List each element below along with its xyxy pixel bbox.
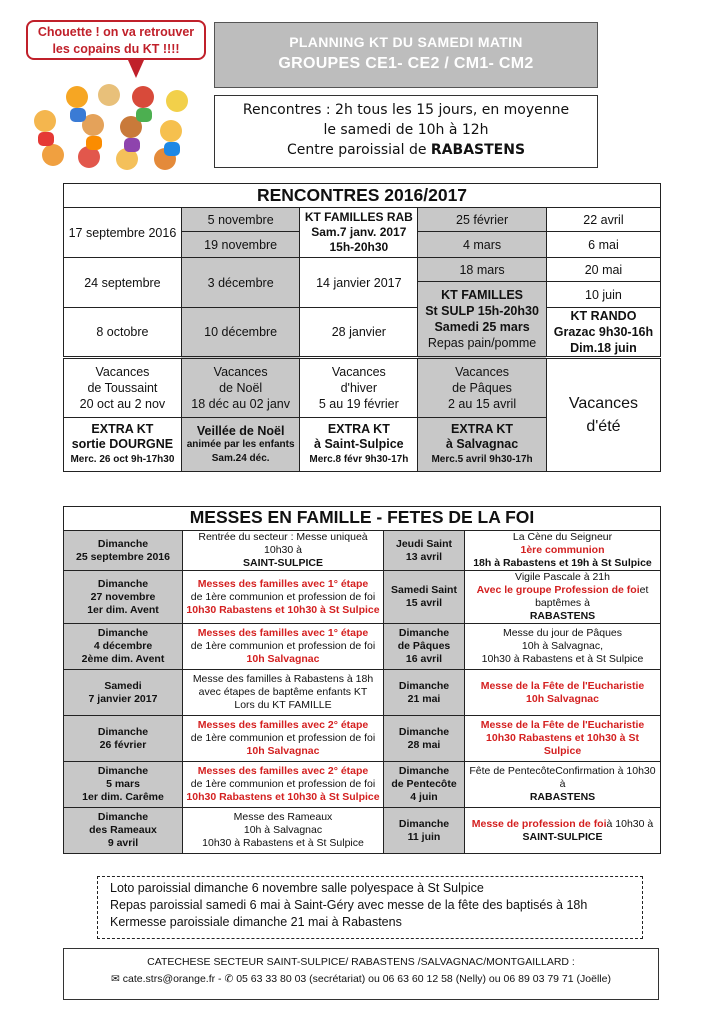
meeting-place-prefix: Centre paroissial de [286, 142, 431, 158]
messe-text-line [185, 837, 381, 850]
messe-text: de 1ère communion et profession de foi [190, 732, 376, 744]
date-cell: 3 décembre [181, 258, 300, 308]
child-head-icon [166, 90, 188, 112]
extra-l3: Sam.24 déc. [211, 452, 270, 464]
messe-text: 10h30 à Rabastens et à St Sulpice [481, 653, 644, 665]
bubble-line-2: les copains du KT !!!! [52, 42, 180, 56]
messe-text-line [467, 627, 658, 640]
child-head-icon [42, 144, 64, 166]
phone-icon: ✆ [224, 973, 234, 985]
bubble-line-1: Chouette ! on va retrouver [37, 25, 195, 39]
date-cell: 25 février [418, 208, 547, 232]
messe-text: Messe de profession de foi [471, 817, 607, 830]
kt-familles-stsulp-cell [418, 282, 547, 358]
messe-row [64, 624, 661, 670]
messe-text: RABASTENS [529, 791, 596, 803]
messe-date-cell: Samedi Saint 15 avril [384, 571, 465, 624]
page-header [214, 22, 598, 88]
extra-l2: animée par les enfants [186, 438, 295, 450]
messe-text: SAINT-SULPICE [522, 830, 603, 843]
date-cell: 4 mars [418, 232, 547, 258]
messe-text-line [185, 653, 381, 666]
messe-text-line [185, 686, 381, 699]
date-cell: 6 mai [546, 232, 660, 258]
messe-text-line [185, 791, 381, 804]
messe-text-line [185, 732, 381, 745]
announcement-repas: Repas paroissial samedi 6 mai à Saint-Géry avec messe de la fête des baptisés à 18h [110, 898, 588, 912]
messe-row [64, 531, 661, 571]
kt-familles-l2: St SULP 15h-20h30 [425, 304, 539, 318]
announcements [97, 876, 643, 939]
kt-familles-l1: KT FAMILLES [441, 288, 524, 302]
extra-l2: à Saint-Sulpice [314, 437, 404, 451]
veillee-noel-cell [181, 418, 300, 472]
announcement-loto: Loto paroissial dimanche 6 novembre salle polyespace à St Sulpice [110, 881, 484, 895]
vacances-noel-cell [181, 358, 300, 418]
kt-familles-l4: Repas pain/pomme [427, 336, 537, 350]
kt-familles-l3: Samedi 25 mars [434, 320, 530, 334]
messe-text-line [185, 719, 381, 732]
extra-l3: Merc.8 févr 9h30-17h [309, 454, 409, 465]
messe-text: Confirmation à 10h30 à [555, 765, 656, 790]
messe-text: 10h Salvagnac [246, 653, 320, 665]
child-head-icon [160, 120, 182, 142]
messe-row [64, 716, 661, 762]
messe-text-line [467, 571, 658, 584]
children-illustration [28, 84, 196, 176]
messe-row [64, 762, 661, 808]
extra-l3: Merc.5 avril 9h30-17h [431, 454, 533, 465]
messe-description-cell [465, 808, 661, 854]
messe-description-cell [465, 624, 661, 670]
messe-text-line [185, 591, 381, 604]
messe-text-line [185, 673, 381, 686]
extra-l2: sortie DOURGNE [71, 437, 174, 451]
messe-row [64, 670, 661, 716]
messe-date-cell: Dimanche 21 mai [384, 670, 465, 716]
date-cell: 5 novembre [181, 208, 300, 232]
date-cell: 28 janvier [300, 308, 418, 358]
child-body-icon [70, 108, 86, 122]
messes-title: MESSES EN FAMILLE - FETES DE LA FOI [189, 506, 535, 527]
messe-text-line [467, 653, 658, 666]
child-head-icon [34, 110, 56, 132]
meeting-info-line-3 [215, 140, 597, 160]
messe-row [64, 808, 661, 854]
messe-text: 10h30 Rabastens et 10h30 à St Sulpice [486, 732, 639, 757]
messe-description-cell [183, 716, 384, 762]
messe-date-cell: Dimanche 28 mai [384, 716, 465, 762]
date-cell: 10 décembre [181, 308, 300, 358]
messe-date-cell: Dimanche 27 novembre 1er dim. Avent [64, 571, 183, 624]
messe-description-cell [465, 531, 661, 571]
header-subtitle: GROUPES CE1- CE2 / CM1- CM2 [278, 55, 534, 72]
vacances-l1: Vacances [331, 365, 386, 379]
messe-text: de 1ère communion et profession de foi [190, 590, 376, 603]
messe-text: à 10h30 à [606, 817, 654, 830]
extra-l3: Merc. 26 oct 9h-17h30 [70, 454, 175, 465]
messe-date-cell: Dimanche 4 décembre 2ème dim. Avent [64, 624, 183, 670]
meeting-info-line-1: Rencontres : 2h tous les 15 jours, en moyenne [242, 102, 570, 118]
messe-text-line [467, 531, 658, 544]
extra-kt-dourgne-cell [64, 418, 182, 472]
footer-email: cate.strs@orange.fr - [119, 973, 225, 985]
messe-date-cell: Dimanche 25 septembre 2016 [64, 531, 183, 571]
messe-text: SAINT-SULPICE [243, 557, 323, 569]
messe-text: Messe des Rameaux [233, 811, 333, 823]
date-cell: 14 janvier 2017 [300, 258, 418, 308]
messe-text: Messes des familles avec 1° étape [197, 577, 369, 590]
messe-text: Lors du KT FAMILLE [234, 699, 332, 711]
child-body-icon [164, 142, 180, 156]
date-cell: 20 mai [546, 258, 660, 282]
bubble-tail [128, 60, 144, 78]
messe-text-line [185, 811, 381, 824]
announcement-kermesse: Kermesse paroissiale dimanche 21 mai à Rabastens [110, 915, 402, 929]
footer-phones: 05 63 33 80 03 (secrétariat) ou 06 63 60 12 58 (Nelly) ou 06 89 03 79 71 (Joëlle) [233, 973, 611, 985]
vacances-ete-cell [546, 358, 660, 472]
vacances-l2: de Noël [219, 381, 263, 395]
messe-text-line [467, 544, 658, 557]
child-head-icon [98, 84, 120, 106]
messe-description-cell [465, 571, 661, 624]
messe-text-line [185, 557, 381, 570]
messe-text-line [185, 578, 381, 591]
messe-text-line [467, 818, 658, 831]
messe-text-line [185, 640, 381, 653]
messe-text-line [185, 627, 381, 640]
vacances-l3: 2 au 15 avril [448, 397, 517, 411]
header-title: PLANNING KT DU SAMEDI MATIN [289, 34, 523, 50]
messe-row [64, 571, 661, 624]
messe-text: Fête de Pentecôte [469, 765, 556, 777]
vacances-l3: 18 déc au 02 janv [191, 397, 290, 411]
messe-date-cell: Dimanche de Pâques 16 avril [384, 624, 465, 670]
extra-kt-stsulpice-cell [300, 418, 418, 472]
messe-text: Messe de la Fête de l'Eucharistie [480, 679, 645, 692]
messe-text-line [467, 765, 658, 791]
messe-text: La Cène du Seigneur [512, 531, 613, 543]
meeting-info-line-2: le samedi de 10h à 12h [323, 122, 489, 138]
extra-l1: EXTRA KT [91, 422, 154, 436]
child-body-icon [136, 108, 152, 122]
footer-contact-line [64, 971, 658, 988]
messe-text-line [467, 732, 658, 758]
rencontres-title: RENCONTRES 2016/2017 [256, 185, 468, 205]
messe-description-cell [465, 670, 661, 716]
messe-description-cell [183, 762, 384, 808]
date-cell: 19 novembre [181, 232, 300, 258]
extra-l1: EXTRA KT [327, 422, 390, 436]
messe-text-line [467, 610, 658, 623]
date-cell: 8 octobre [64, 308, 182, 358]
footer-title: CATECHESE SECTEUR SAINT-SULPICE/ RABASTENS /SALVAGNAC/MONTGAILLARD : [147, 956, 575, 968]
messe-text: 10h Salvagnac [526, 692, 599, 705]
contact-footer [63, 948, 659, 1000]
messe-text: Messe de la Fête de l'Eucharistie [480, 719, 645, 731]
rencontres-title-cell [64, 184, 661, 208]
messes-title-cell [64, 507, 661, 531]
messe-text: de 1ère communion et profession de foi [190, 778, 376, 790]
messe-text-line [185, 531, 381, 557]
messe-description-cell [183, 571, 384, 624]
messe-text-line [467, 680, 658, 693]
extra-l1: EXTRA KT [451, 422, 514, 436]
messe-text-line [467, 831, 658, 844]
messe-text: 10h30 Rabastens et 10h30 à St Sulpice [186, 603, 380, 616]
extra-kt-salvagnac-cell [418, 418, 547, 472]
messe-text-line [467, 640, 658, 653]
messe-text: 10h Salvagnac [246, 745, 320, 757]
kt-familles-rab-l3: 15h-20h30 [329, 240, 389, 254]
messe-text-line [467, 584, 658, 610]
messe-text: Rentrée du secteur : Messe unique [198, 531, 362, 543]
messe-text: Messes des familles avec 2° étape [197, 719, 369, 731]
messe-description-cell [465, 716, 661, 762]
messe-text-line [185, 604, 381, 617]
vacances-l1: Vacances [95, 365, 150, 379]
vacances-hiver-cell [300, 358, 418, 418]
meeting-place: RABASTENS [430, 142, 526, 158]
messe-text-line [185, 824, 381, 837]
messe-text-line [185, 699, 381, 712]
rencontres-table [63, 183, 661, 472]
messe-text-line [467, 791, 658, 804]
date-cell: 18 mars [418, 258, 547, 282]
messe-description-cell [183, 624, 384, 670]
messe-date-cell: Samedi 7 janvier 2017 [64, 670, 183, 716]
messe-date-cell: Dimanche 26 février [64, 716, 183, 762]
vacances-toussaint-cell [64, 358, 182, 418]
vacances-l3: 20 oct au 2 nov [79, 397, 166, 411]
messe-date-cell: Jeudi Saint 13 avril [384, 531, 465, 571]
messe-date-cell: Dimanche 11 juin [384, 808, 465, 854]
messe-text: Vigile Pascale à 21h [515, 571, 610, 583]
messe-text-line [467, 557, 658, 570]
messe-text: 1ère communion [520, 544, 605, 556]
messe-date-cell: Dimanche 5 mars 1er dim. Carême [64, 762, 183, 808]
messe-text-line [185, 745, 381, 758]
child-body-icon [38, 132, 54, 146]
vacances-l2: de Pâques [452, 381, 512, 395]
messe-text: Messes des familles avec 2° étape [197, 765, 369, 777]
kt-familles-rab-l1: KT FAMILLES RAB [304, 210, 413, 224]
date-cell: 10 juin [546, 282, 660, 308]
messe-description-cell [183, 670, 384, 716]
vacances-l2: d'hiver [340, 381, 378, 395]
child-body-icon [124, 138, 140, 152]
messe-text-line [467, 693, 658, 706]
vacances-l2: de Toussaint [87, 381, 158, 395]
mail-icon: ✉ [111, 973, 120, 985]
vacances-l3: 5 au 19 février [318, 397, 399, 411]
vacances-l2: d'été [586, 418, 621, 435]
messes-table [63, 506, 661, 854]
date-cell: 24 septembre [64, 258, 182, 308]
messe-text: RABASTENS [529, 610, 596, 622]
messe-text: et baptêmes à [535, 584, 649, 609]
child-head-icon [132, 86, 154, 108]
messe-text-line [185, 765, 381, 778]
extra-l1: Veillée de Noël [196, 423, 285, 438]
kt-rando-l2: Grazac 9h30-16h [553, 325, 654, 339]
messe-date-cell: Dimanche des Rameaux 9 avril [64, 808, 183, 854]
messe-date-cell: Dimanche de Pentecôte 4 juin [384, 762, 465, 808]
vacances-l1: Vacances [455, 365, 510, 379]
messe-text: avec étapes de baptême enfants KT [198, 686, 368, 698]
date-cell: 22 avril [546, 208, 660, 232]
kt-rando-l1: KT RANDO [570, 309, 637, 323]
messe-text: 10h30 Rabastens et 10h30 à St Sulpice [186, 791, 380, 803]
messe-text: 10h à Salvagnac [243, 824, 323, 836]
messe-text: 10h30 à Rabastens et à St Sulpice [202, 837, 364, 849]
messe-text: Messes des familles avec 1° étape [197, 627, 369, 639]
child-head-icon [66, 86, 88, 108]
messe-description-cell [465, 762, 661, 808]
kt-rando-cell [546, 308, 660, 358]
messe-description-cell [183, 808, 384, 854]
messe-text: à 10h30 à [264, 531, 368, 556]
vacances-l1: Vacances [213, 365, 268, 379]
child-body-icon [86, 136, 102, 150]
messe-text: de 1ère communion et profession de foi [190, 640, 376, 652]
messe-description-cell [183, 531, 384, 571]
vacances-l1: Vacances [568, 395, 638, 412]
vacances-paques-cell [418, 358, 547, 418]
extra-l2: à Salvagnac [445, 437, 519, 451]
messe-text: Messe des familles à Rabastens à 18h [192, 673, 374, 685]
speech-bubble [26, 20, 206, 60]
kt-familles-rab-l2: Sam.7 janv. 2017 [311, 225, 407, 239]
kt-familles-rab-cell [300, 208, 418, 258]
messe-text-line [185, 778, 381, 791]
messe-text-line [467, 719, 658, 732]
messe-text: 10h à Salvagnac, [521, 640, 604, 652]
kt-rando-l3: Dim.18 juin [570, 341, 637, 355]
meeting-info [214, 95, 598, 168]
messe-text: Avec le groupe Profession de foi [476, 584, 640, 596]
messe-text: Messe du jour de Pâques [502, 627, 623, 639]
messe-text: 18h à Rabastens et 19h à St Sulpice [473, 557, 652, 569]
date-cell: 17 septembre 2016 [64, 208, 182, 258]
